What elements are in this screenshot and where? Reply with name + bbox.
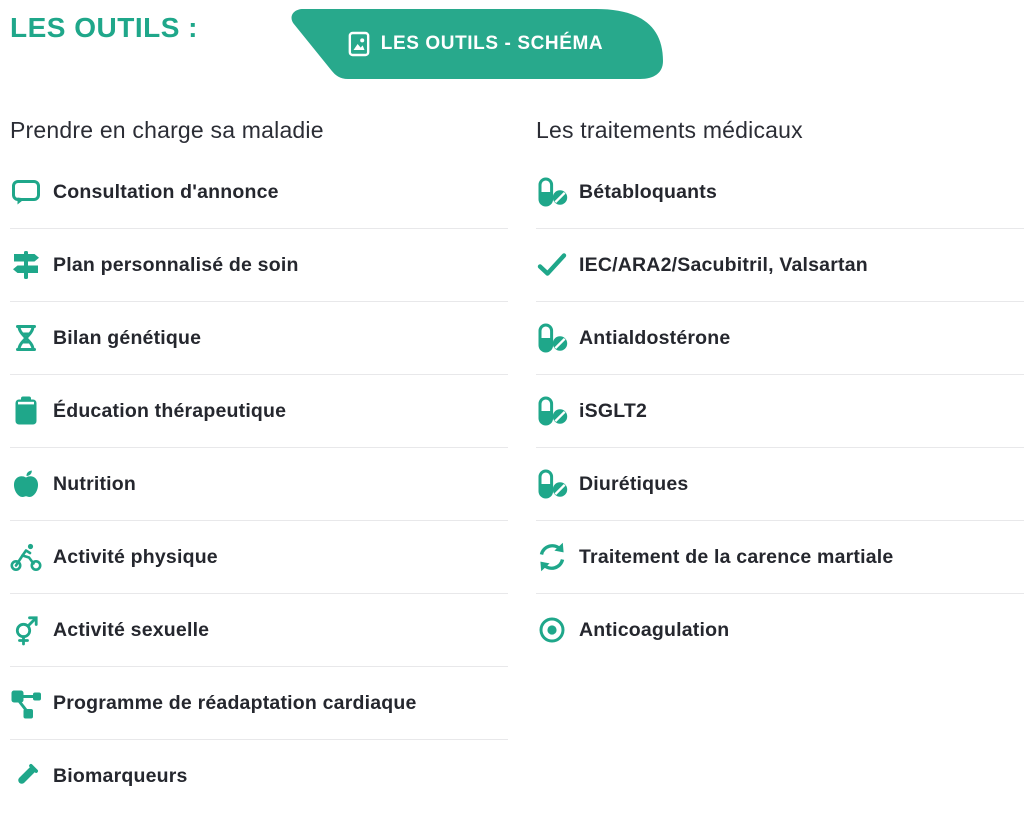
list-item-label: iSGLT2 bbox=[579, 399, 648, 422]
item-list bbox=[536, 156, 1024, 666]
pills-icon bbox=[536, 322, 579, 354]
list-item bbox=[10, 667, 508, 740]
check-icon bbox=[536, 249, 579, 281]
list-item bbox=[10, 302, 508, 375]
sitemap-icon bbox=[10, 687, 53, 719]
column-traitements-medicaux bbox=[536, 105, 1024, 812]
list-item bbox=[10, 594, 508, 667]
file-image-icon bbox=[348, 31, 370, 57]
pills-icon bbox=[536, 468, 579, 500]
clipboard-icon bbox=[10, 395, 53, 427]
item-list bbox=[10, 156, 508, 812]
list-item-label: Anticoagulation bbox=[579, 618, 730, 641]
pills-icon bbox=[536, 176, 579, 208]
column-prendre-en-charge bbox=[10, 105, 508, 812]
list-item-label: Traitement de la carence martiale bbox=[579, 545, 894, 568]
list-item bbox=[10, 156, 508, 229]
list-item bbox=[536, 375, 1024, 448]
comment-icon bbox=[10, 176, 53, 208]
list-item-label: Activité physique bbox=[53, 545, 218, 568]
gender-icon bbox=[10, 614, 53, 646]
list-item bbox=[10, 375, 508, 448]
list-item bbox=[536, 594, 1024, 666]
list-item-label: Programme de réadaptation cardiaque bbox=[53, 691, 417, 714]
list-item bbox=[536, 448, 1024, 521]
schema-button[interactable] bbox=[288, 9, 663, 79]
sync-icon bbox=[536, 541, 579, 573]
list-item bbox=[10, 521, 508, 594]
list-item-label: Bétabloquants bbox=[579, 180, 718, 203]
list-item bbox=[536, 156, 1024, 229]
list-item bbox=[536, 302, 1024, 375]
list-item-label: Biomarqueurs bbox=[53, 764, 188, 787]
list-item bbox=[536, 521, 1024, 594]
pills-icon bbox=[536, 395, 579, 427]
apple-icon bbox=[10, 468, 53, 500]
signpost-icon bbox=[10, 249, 53, 281]
list-item bbox=[10, 229, 508, 302]
list-item bbox=[536, 229, 1024, 302]
dna-icon bbox=[10, 322, 53, 354]
dot-circle-icon bbox=[536, 614, 579, 646]
schema-button-label: LES OUTILS - SCHÉMA bbox=[380, 33, 604, 54]
list-item-label: Activité sexuelle bbox=[53, 618, 210, 641]
header bbox=[0, 0, 1024, 105]
column-header: Les traitements médicaux bbox=[536, 117, 803, 143]
list-item-label: Diurétiques bbox=[579, 472, 689, 495]
two-column-lists bbox=[0, 105, 1024, 812]
list-item-label: Antialdostérone bbox=[579, 326, 731, 349]
list-item-label: Éducation thérapeutique bbox=[53, 399, 287, 422]
list-item-label: Nutrition bbox=[53, 472, 137, 495]
vial-icon bbox=[10, 760, 53, 792]
list-item-label: Bilan génétique bbox=[53, 326, 202, 349]
column-header: Prendre en charge sa maladie bbox=[10, 117, 324, 143]
list-item-label: Consultation d'annonce bbox=[53, 180, 279, 203]
list-item-label: IEC/ARA2/Sacubitril, Valsartan bbox=[579, 253, 868, 276]
page-title: LES OUTILS : bbox=[10, 12, 198, 43]
cyclist-icon bbox=[10, 541, 53, 573]
list-item bbox=[10, 740, 508, 812]
list-item bbox=[10, 448, 508, 521]
list-item-label: Plan personnalisé de soin bbox=[53, 253, 299, 276]
